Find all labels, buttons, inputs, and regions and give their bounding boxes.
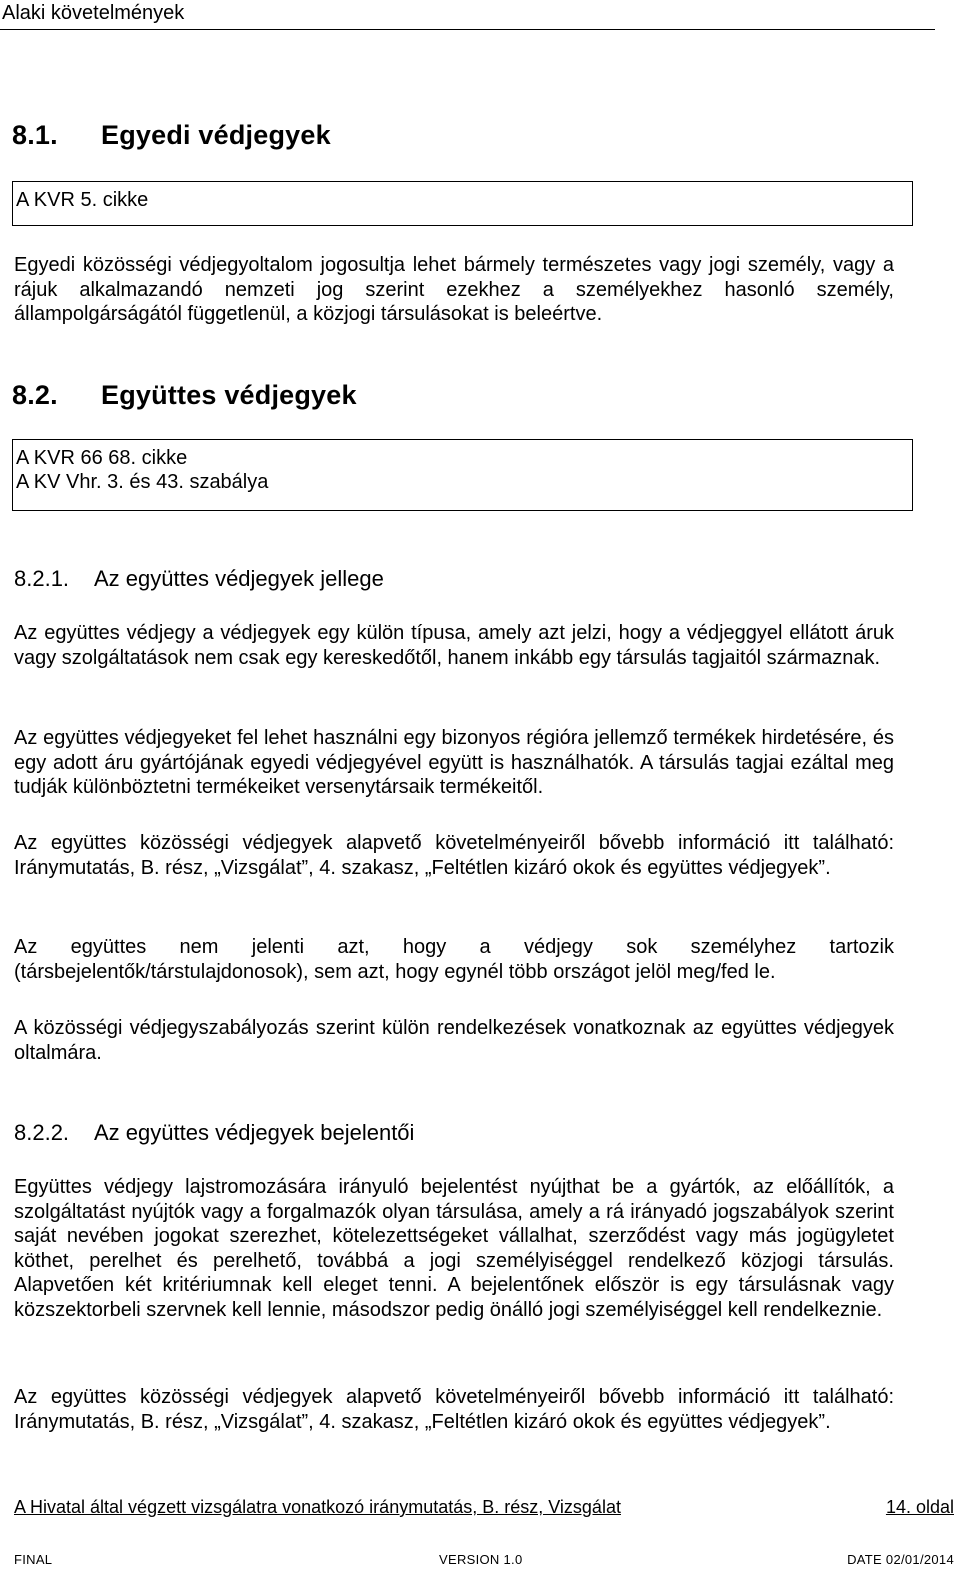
section-heading-8-1: [12, 120, 331, 151]
section-title: Együttes védjegyek: [101, 380, 357, 410]
section-number: 8.2.: [12, 380, 58, 410]
footer-page-number: 14. oldal: [885, 1497, 954, 1517]
paragraph: Az együttes közösségi védjegyek alapvető követelményeiről bővebb információ itt található: Iránymutatás, B. rész, „Vizsgálat”, 4. szakasz, „Feltétlen kizáró okok és együttes védjegyek”.: [14, 832, 894, 879]
reference-line: A KVR 66 68. cikke: [16, 447, 188, 469]
subsection-title: Az együttes védjegyek bejelentői: [94, 1120, 415, 1145]
section-title: Egyedi védjegyek: [101, 120, 331, 150]
page-footer: [14, 1497, 954, 1518]
paragraph: Együttes védjegy lajstromozására irányuló bejelentést nyújthat be a gyártók, az előállítók, a szolgáltatást nyújtók vagy a forgalmazók olyan társulása, amely a rá irányadó jogszabályok szerint saját nevében jogokat szerezhet, kötelezettségeket vállalhat, szerződést vagy más jogügyletet köthet, perelhet és perelhető, továbbá a jogi személyiséggel rendelkező közjogi társulás. Alapvetően két kritériumnak kell eleget tenni. A bejelentőnek először is egy társulásnak vagy közszektorbeli szervnek kell lennie, másodszor pedig önálló jogi személyiséggel kell rendelkeznie.: [14, 1176, 894, 1321]
version-label: VERSION 1.0: [439, 1552, 523, 1567]
section-number: 8.1.: [12, 120, 58, 150]
subsection-number: 8.2.2.: [14, 1120, 70, 1145]
running-header: [0, 0, 935, 30]
legal-reference-box: [12, 181, 913, 226]
reference-line: A KV Vhr. 3. és 43. szabálya: [16, 471, 269, 493]
section-heading-8-2: [12, 380, 357, 411]
paragraph: Az együttes védjegyeket fel lehet használni egy bizonyos régióra jellemző termékek hirdetésére, és egy adott áru gyártójának egyedi védjegyével együtt is használhatók. A társulás tagjai ezáltal meg tudják különböztetni termékeiket versenytársaik termékeitől.: [14, 727, 894, 798]
subsection-number: 8.2.1.: [14, 566, 70, 591]
reference-line: A KVR 5. cikke: [16, 189, 149, 211]
paragraph: Egyedi közösségi védjegyoltalom jogosultja lehet bármely természetes vagy jogi személy, vagy a rájuk alkalmazandó nemzeti jog szerint ezekhez a személyekhez hasonló személy, állampolgárságától függetlenül, a közjogi társulásokat is beleértve.: [14, 254, 894, 325]
date-label: DATE 02/01/2014: [847, 1552, 954, 1567]
footer-document-title: A Hivatal által végzett vizsgálatra vonatkozó iránymutatás, B. rész, Vizsgálat: [14, 1497, 621, 1517]
subsection-heading-8-2-2: [14, 1120, 414, 1146]
subsection-heading-8-2-1: [14, 566, 384, 592]
paragraph: Az együttes nem jelenti azt, hogy a védjegy sok személyhez tartozik (társbejelentők/társtulajdonosok), sem azt, hogy egynél több országot jelöl meg/fed le.: [14, 936, 894, 983]
running-header-title: Alaki követelmények: [2, 2, 185, 24]
legal-reference-box: [12, 439, 913, 511]
paragraph: Az együttes közösségi védjegyek alapvető követelményeiről bővebb információ itt található: Iránymutatás, B. rész, „Vizsgálat”, 4. szakasz, „Feltétlen kizáró okok és együttes védjegyek”.: [14, 1386, 894, 1433]
status-label: FINAL: [14, 1552, 53, 1567]
paragraph: Az együttes védjegy a védjegyek egy külön típusa, amely azt jelzi, hogy a védjeggyel ellátott áruk vagy szolgáltatások nem csak egy kereskedőtől, hanem inkább egy társulás tagjaitól származnak.: [14, 622, 894, 669]
paragraph: A közösségi védjegyszabályozás szerint külön rendelkezések vonatkoznak az együttes védjegyek oltalmára.: [14, 1017, 894, 1064]
subsection-title: Az együttes védjegyek jellege: [94, 566, 384, 591]
